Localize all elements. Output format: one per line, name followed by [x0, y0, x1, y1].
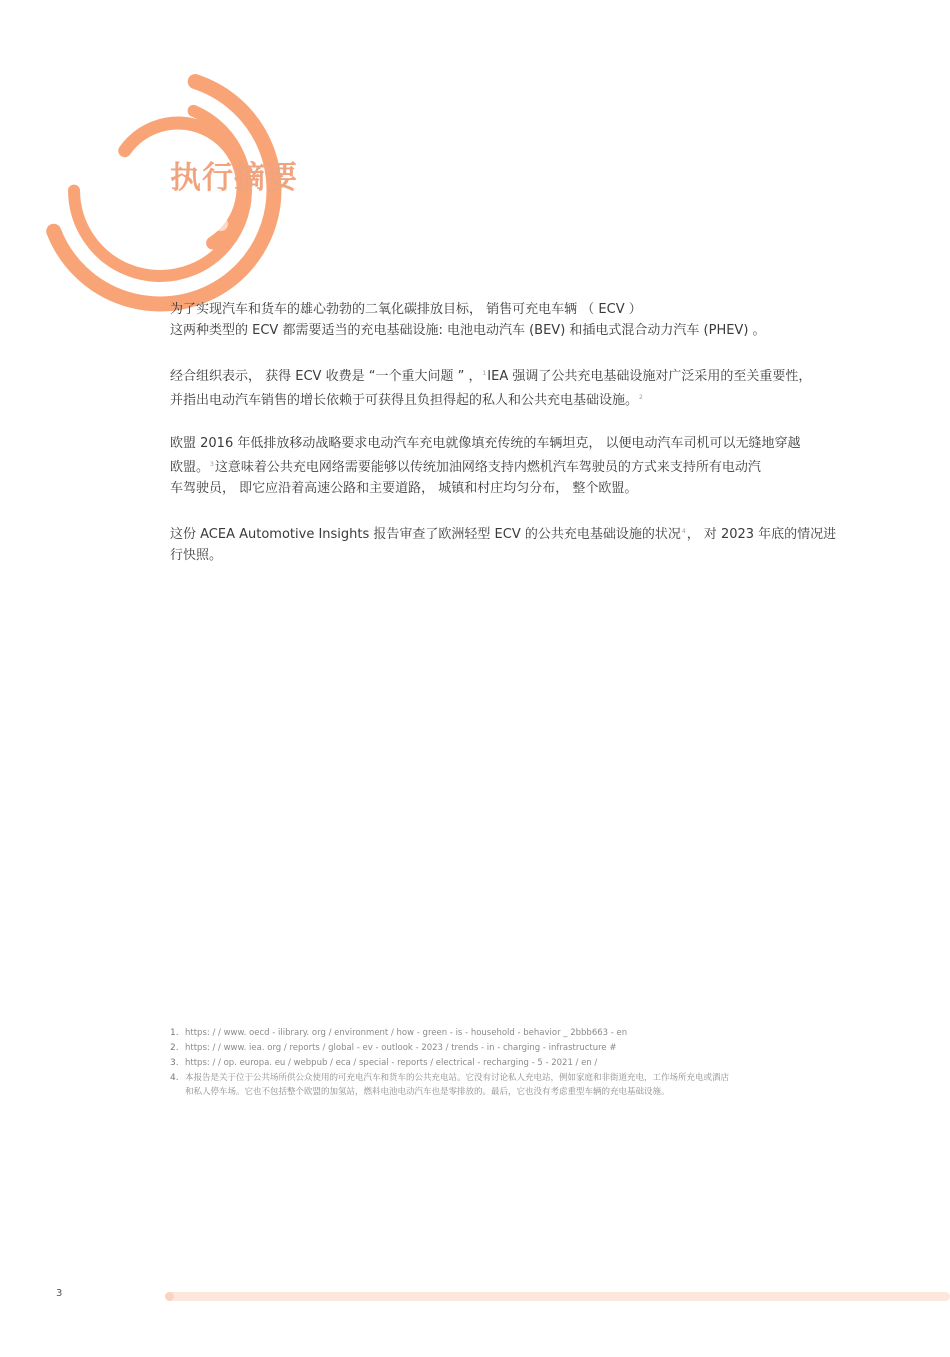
footnote-number: 3. — [170, 1058, 179, 1068]
text-line: 并指出电动汽车销售的增长依赖于可获得且负担得起的私人和公共充电基础设施。$^2$ — [170, 393, 643, 408]
footer-bar — [165, 1292, 950, 1301]
footnote-text: 本报告是关于位于公共场所供公众使用的可充电汽车和货车的公共充电站。它没有讨论私人充电站，例如家庭和非街道充电，工作场所充电或酒店 — [185, 1073, 730, 1083]
text-line: 这份 ACEA Automotive Insights 报告审查了欧洲轻型 ECV 的公共充电基础设施的状况$^4$， 对 2023 年底的情况进 — [170, 527, 837, 542]
footnote-link[interactable]: https: / / op. europa. eu / webpub / eca / special - reports / electrical - recharging - 5 - 2021 / en / — [185, 1058, 598, 1068]
text-line: 行快照。 — [170, 548, 223, 563]
footnote — [170, 1071, 870, 1099]
text-line: 为了实现汽车和货车的雄心勃勃的二氧化碳排放目标， 销售可充电车辆 （ ECV ） — [170, 302, 642, 317]
footnote-number: 2. — [170, 1043, 179, 1053]
footnote-reference: 2 — [639, 394, 643, 401]
footnote-reference: 3 — [210, 461, 214, 468]
footnote-text: 和私人停车场。它也不包括整个欧盟的加氢站，燃料电池电动汽车也是零排放的。最后，它也没有考虑重型车辆的充电基础设施。 — [185, 1087, 670, 1097]
footnote-reference: 4 — [681, 528, 686, 535]
footnote-number: 1. — [170, 1028, 179, 1038]
footer-bar-dot — [165, 1292, 174, 1301]
arc-end-dot — [214, 217, 228, 231]
paragraph — [170, 433, 860, 499]
summary-body — [170, 299, 860, 588]
footnote-number: 4. — [170, 1073, 179, 1083]
page-title: 执行摘要 — [170, 160, 298, 196]
footnote-reference: 1 — [482, 370, 487, 377]
paragraph — [170, 363, 860, 411]
text-line: 经合组织表示， 获得 ECV 收费是 “一个重大问题 ” ，$^1$IEA 强调了公共充电基础设施对广泛采用的至关重要性， — [170, 369, 812, 384]
text-line: 欧盟 2016 年低排放移动战略要求电动汽车充电就像填充传统的车辆坦克， 以便电动汽车司机可以无缝地穿越 — [170, 436, 801, 451]
footnote-link[interactable]: https: / / www. iea. org / reports / global - ev - outlook - 2023 / trends - in - charging - infrastructure # — [185, 1043, 617, 1053]
footnote — [170, 1026, 870, 1040]
text-line: 欧盟。$^3$这意味着公共充电网络需要能够以传统加油网络支持内燃机汽车驾驶员的方式来支持所有电动汽 — [170, 460, 761, 475]
footnote-link[interactable]: https: / / www. oecd - ilibrary. org / environment / how - green - is - household - behavior _ 2bbb663 - en — [185, 1028, 628, 1038]
footnotes — [170, 1026, 870, 1100]
arc-end-dot — [234, 82, 246, 94]
paragraph — [170, 299, 860, 341]
footnote — [170, 1056, 870, 1070]
page-number: 3 — [56, 1288, 63, 1299]
text-line: 车驾驶员， 即它应沿着高速公路和主要道路， 城镇和村庄均匀分布， 整个欧盟。 — [170, 481, 638, 496]
paragraph — [170, 521, 860, 566]
text-line: 这两种类型的 ECV 都需要适当的充电基础设施: 电池电动汽车 (BEV) 和插电式混合动力汽车 (PHEV) 。 — [170, 323, 766, 338]
footnote — [170, 1041, 870, 1055]
